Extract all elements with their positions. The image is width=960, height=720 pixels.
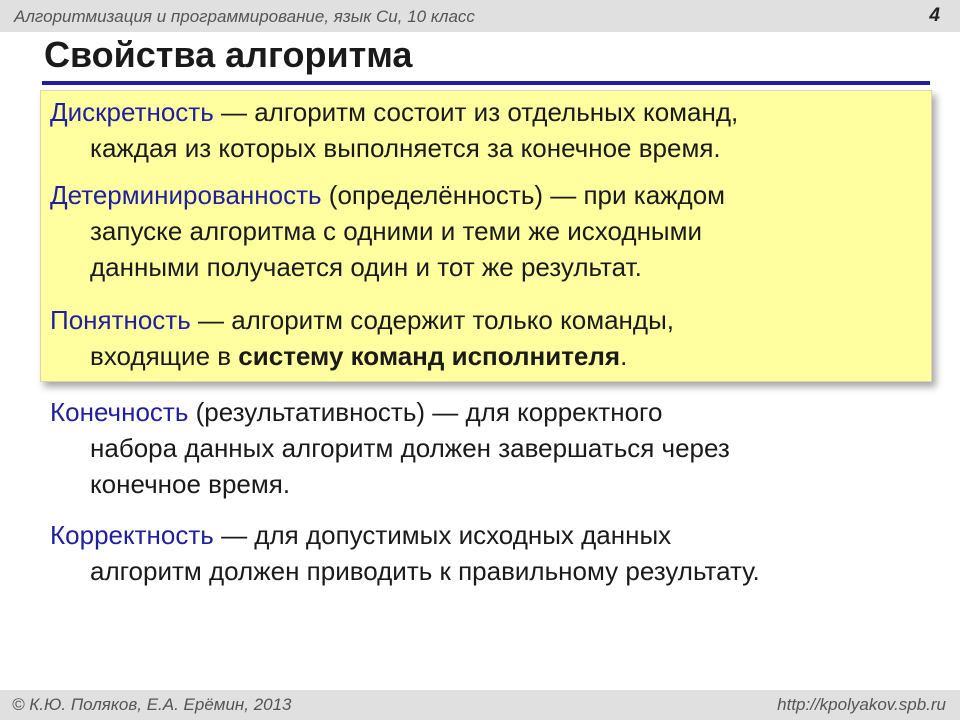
property-text: алгоритм должен приводить к правильному результату.: [90, 556, 760, 586]
property-term: Конечность: [50, 397, 189, 427]
property-text: набора данных алгоритм должен завершаться через: [90, 433, 730, 463]
property-text: конечное время.: [90, 469, 291, 499]
property-text: (результативность) — для корректного: [188, 397, 663, 427]
property-clarity: [50, 302, 930, 374]
property-text: — алгоритм содержит только команды,: [190, 305, 674, 335]
property-text: входящие в: [90, 341, 239, 371]
slide-number: 4: [929, 5, 940, 26]
property-text: каждая из которых выполняется за конечное время.: [90, 133, 721, 163]
property-term: Корректность: [50, 520, 214, 550]
property-text: — алгоритм состоит из отдельных команд,: [213, 97, 739, 127]
property-term: Детерминированность: [50, 180, 322, 210]
property-determinism: [50, 177, 930, 285]
property-text: запуске алгоритма с одними и теми же исходными: [90, 216, 703, 246]
footer-url[interactable]: http://kpolyakov.spb.ru: [777, 695, 946, 714]
title-underline: [42, 81, 930, 85]
property-correctness: [50, 517, 930, 589]
slide-title: Свойства алгоритма: [44, 34, 413, 75]
property-text: (определённость) — при каждом: [321, 180, 726, 210]
property-finiteness: [50, 394, 930, 502]
property-text: данными получается один и тот же результат.: [90, 252, 642, 282]
property-term: Дискретность: [50, 97, 214, 127]
property-text: — для допустимых исходных данных: [213, 520, 672, 550]
property-emphasis: систему команд исполнителя: [238, 341, 621, 371]
property-text: .: [620, 341, 628, 371]
footer-authors: © К.Ю. Поляков, Е.А. Ерёмин, 2013: [12, 695, 292, 714]
property-discreteness: [50, 94, 930, 166]
course-title: Алгоритмизация и программирование, язык Си, 10 класс: [14, 7, 475, 26]
property-term: Понятность: [50, 305, 191, 335]
